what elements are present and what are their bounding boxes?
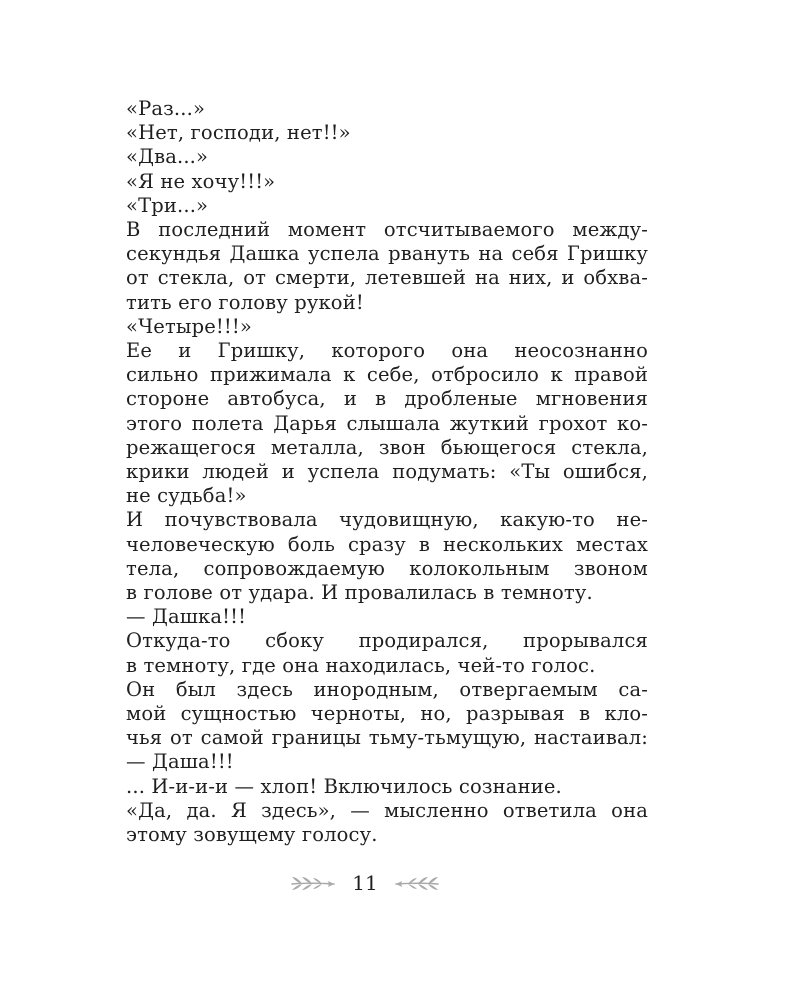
text-line: мой сущностью черноты, но, разрывая в кло- [126, 702, 648, 725]
text-line: секундья Дашка успела рвануть на себя Гришку [126, 242, 648, 266]
text-line: «Три...» [126, 193, 209, 217]
text-line: В последний момент отсчитываемого между- [126, 218, 648, 241]
text-line: Ее и Гришку, которого она неосознанно [126, 339, 648, 362]
text-line: Откуда-то сбоку продирался, прорывался [126, 629, 648, 653]
text-line: в голове от удара. И провалилась в темноту. [126, 581, 593, 604]
text-line: «Два...» [126, 145, 209, 169]
text-line: в темноту, где она находилась, чей-то голос. [126, 653, 596, 677]
text-line: — Дашка!!! [126, 605, 247, 629]
text-line: крики людей и успела подумать: «Ты ошибся, [126, 460, 648, 483]
text-line: — Даша!!! [126, 750, 234, 774]
text-line: чья от самой границы тьму-тьмущую, настаивал: [126, 726, 648, 750]
text-line: «Да, да. Я здесь», — мысленно ответила она [126, 798, 648, 822]
text-line: «Раз...» [126, 97, 206, 120]
text-line: тела, сопровождаемую колокольным звоном [126, 556, 648, 580]
text-line: стороне автобуса, и в дробленые мгновения [126, 387, 648, 411]
text-line: «Я не хочу!!!» [126, 169, 276, 193]
page-footer [280, 868, 450, 898]
leaf-ornament-right-icon [392, 874, 440, 892]
text-line: сильно прижимала к себе, отбросило к правой [126, 363, 648, 387]
text-line: И почувствовала чудовищную, какую-то не- [126, 508, 648, 532]
text-line: «Четыре!!!» [126, 314, 252, 338]
text-line: этого полета Дарья слышала жуткий грохот ко- [126, 411, 648, 435]
text-line: режащегося металла, звон бьющегося стекла, [126, 435, 648, 459]
page-number: 11 [352, 871, 378, 895]
text-line: не судьба!» [126, 484, 247, 508]
text-line: Он был здесь инородным, отвергаемым са- [126, 677, 648, 701]
text-line: тить его голову рукой! [126, 290, 364, 314]
text-line: этому зовущему голосу. [126, 823, 378, 846]
text-line: «Нет, господи, нет!!» [126, 121, 351, 145]
text-line: ... И-и-и-и — хлоп! Включилось сознание. [126, 774, 562, 798]
text-line: человеческую боль сразу в нескольких местах [126, 532, 648, 556]
leaf-ornament-left-icon [290, 874, 338, 892]
text-line: от стекла, от смерти, летевшей на них, и обхва- [126, 266, 648, 290]
